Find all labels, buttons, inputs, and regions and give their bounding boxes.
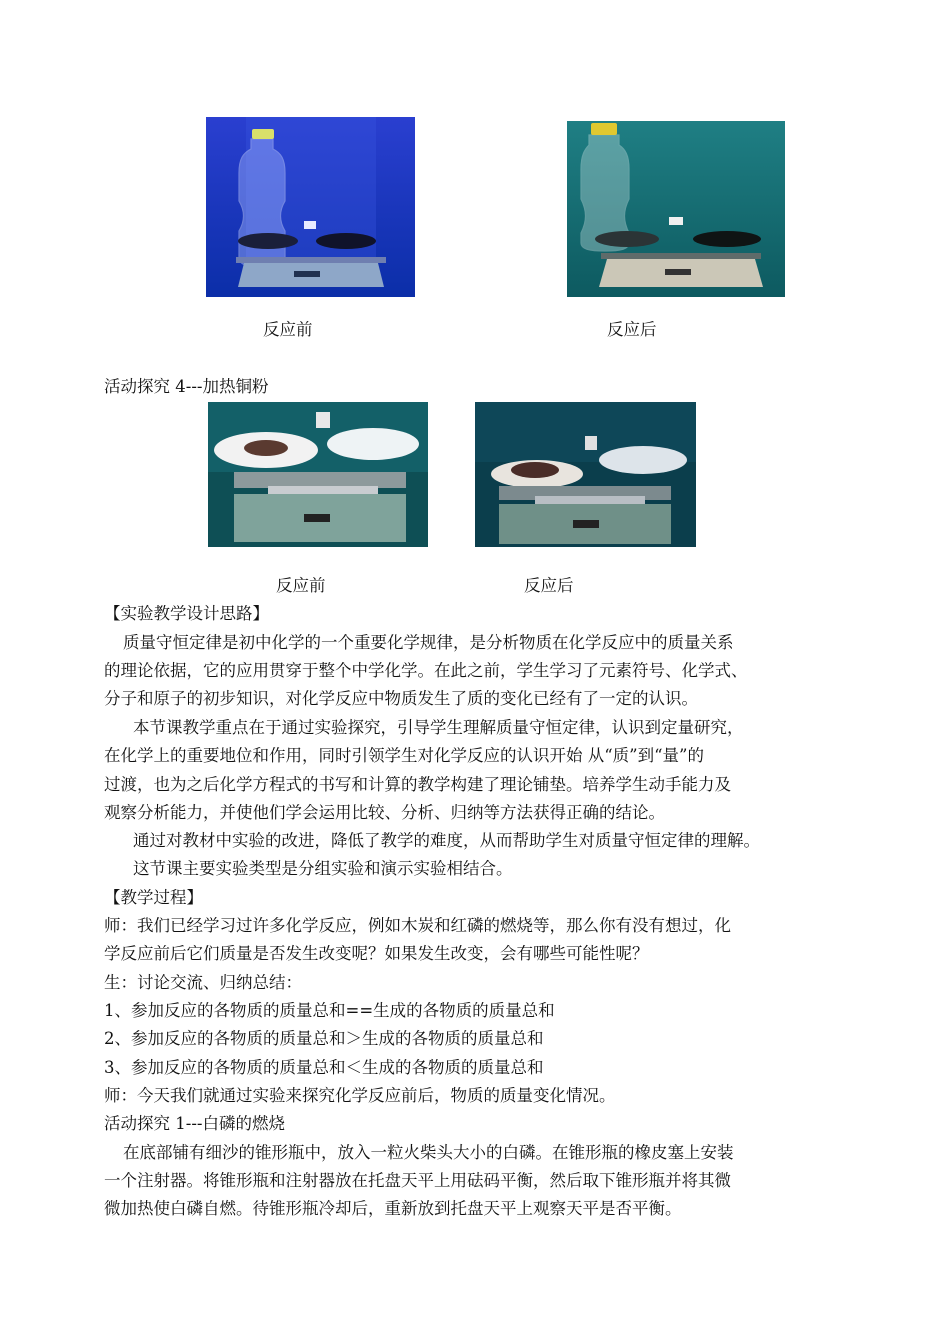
process-line-1: 师：我们已经学习过许多化学反应，例如木炭和红磷的燃烧等，那么你有没有想过，化 bbox=[104, 916, 731, 935]
process-heading: 【教学过程】 bbox=[104, 888, 203, 907]
design-line-1: 质量守恒定律是初中化学的一个重要化学规律，是分析物质在化学反应中的质量关系 bbox=[123, 633, 734, 652]
process-line-9: 在底部铺有细沙的锥形瓶中，放入一粒火柴头大小的白磷。在锥形瓶的橡皮塞上安装 bbox=[123, 1143, 734, 1162]
process-line-3: 生：讨论交流、归纳总结： bbox=[104, 973, 302, 992]
process-line-6: 3、参加反应的各物质的质量总和＜生成的各物质的质量总和 bbox=[104, 1058, 544, 1077]
process-line-4: 1、参加反应的各物质的质量总和==生成的各物质的质量总和 bbox=[104, 1001, 555, 1020]
design-line-5: 在化学上的重要地位和作用，同时引领学生对化学反应的认识开始 从“质”到“量”的 bbox=[104, 746, 704, 765]
process-line-7: 师：今天我们就通过实验来探究化学反应前后，物质的质量变化情况。 bbox=[104, 1086, 616, 1105]
caption-before-2: 反应前 bbox=[276, 576, 326, 595]
design-line-8: 通过对教材中实验的改进，降低了教学的难度，从而帮助学生对质量守恒定律的理解。 bbox=[133, 831, 760, 850]
design-heading: 【实验教学设计思路】 bbox=[104, 604, 269, 623]
caption-after-1: 反应后 bbox=[607, 320, 657, 339]
caption-after-2: 反应后 bbox=[524, 576, 574, 595]
process-line-2: 学反应前后它们质量是否发生改变呢？如果发生改变，会有哪些可能性呢？ bbox=[104, 944, 649, 963]
design-line-7: 观察分析能力，并使他们学会运用比较、分析、归纳等方法获得正确的结论。 bbox=[104, 803, 665, 822]
photo-copper-after bbox=[475, 402, 696, 547]
design-line-6: 过渡，也为之后化学方程式的书写和计算的教学构建了理论铺垫。培养学生动手能力及 bbox=[104, 775, 731, 794]
process-line-5: 2、参加反应的各物质的质量总和＞生成的各物质的质量总和 bbox=[104, 1029, 544, 1048]
caption-before-1: 反应前 bbox=[263, 320, 313, 339]
design-line-3: 分子和原子的初步知识，对化学反应中物质发生了质的变化已经有了一定的认识。 bbox=[104, 689, 698, 708]
activity1-title: 活动探究 1---白磷的燃烧 bbox=[104, 1114, 285, 1133]
photo-copper-before bbox=[208, 402, 428, 547]
design-line-9: 这节课主要实验类型是分组实验和演示实验相结合。 bbox=[133, 859, 513, 878]
photo-bottle-after bbox=[567, 121, 785, 297]
photo-bottle-before bbox=[206, 117, 415, 297]
design-line-4: 本节课教学重点在于通过实验探究，引导学生理解质量守恒定律，认识到定量研究， bbox=[133, 718, 744, 737]
design-line-2: 的理论依据，它的应用贯穿于整个中学化学。在此之前，学生学习了元素符号、化学式、 bbox=[104, 661, 748, 680]
activity4-title: 活动探究 4---加热铜粉 bbox=[104, 377, 269, 396]
process-line-10: 一个注射器。将锥形瓶和注射器放在托盘天平上用砝码平衡，然后取下锥形瓶并将其微 bbox=[104, 1171, 731, 1190]
process-line-11: 微加热使白磷自燃。待锥形瓶冷却后，重新放到托盘天平上观察天平是否平衡。 bbox=[104, 1199, 682, 1218]
